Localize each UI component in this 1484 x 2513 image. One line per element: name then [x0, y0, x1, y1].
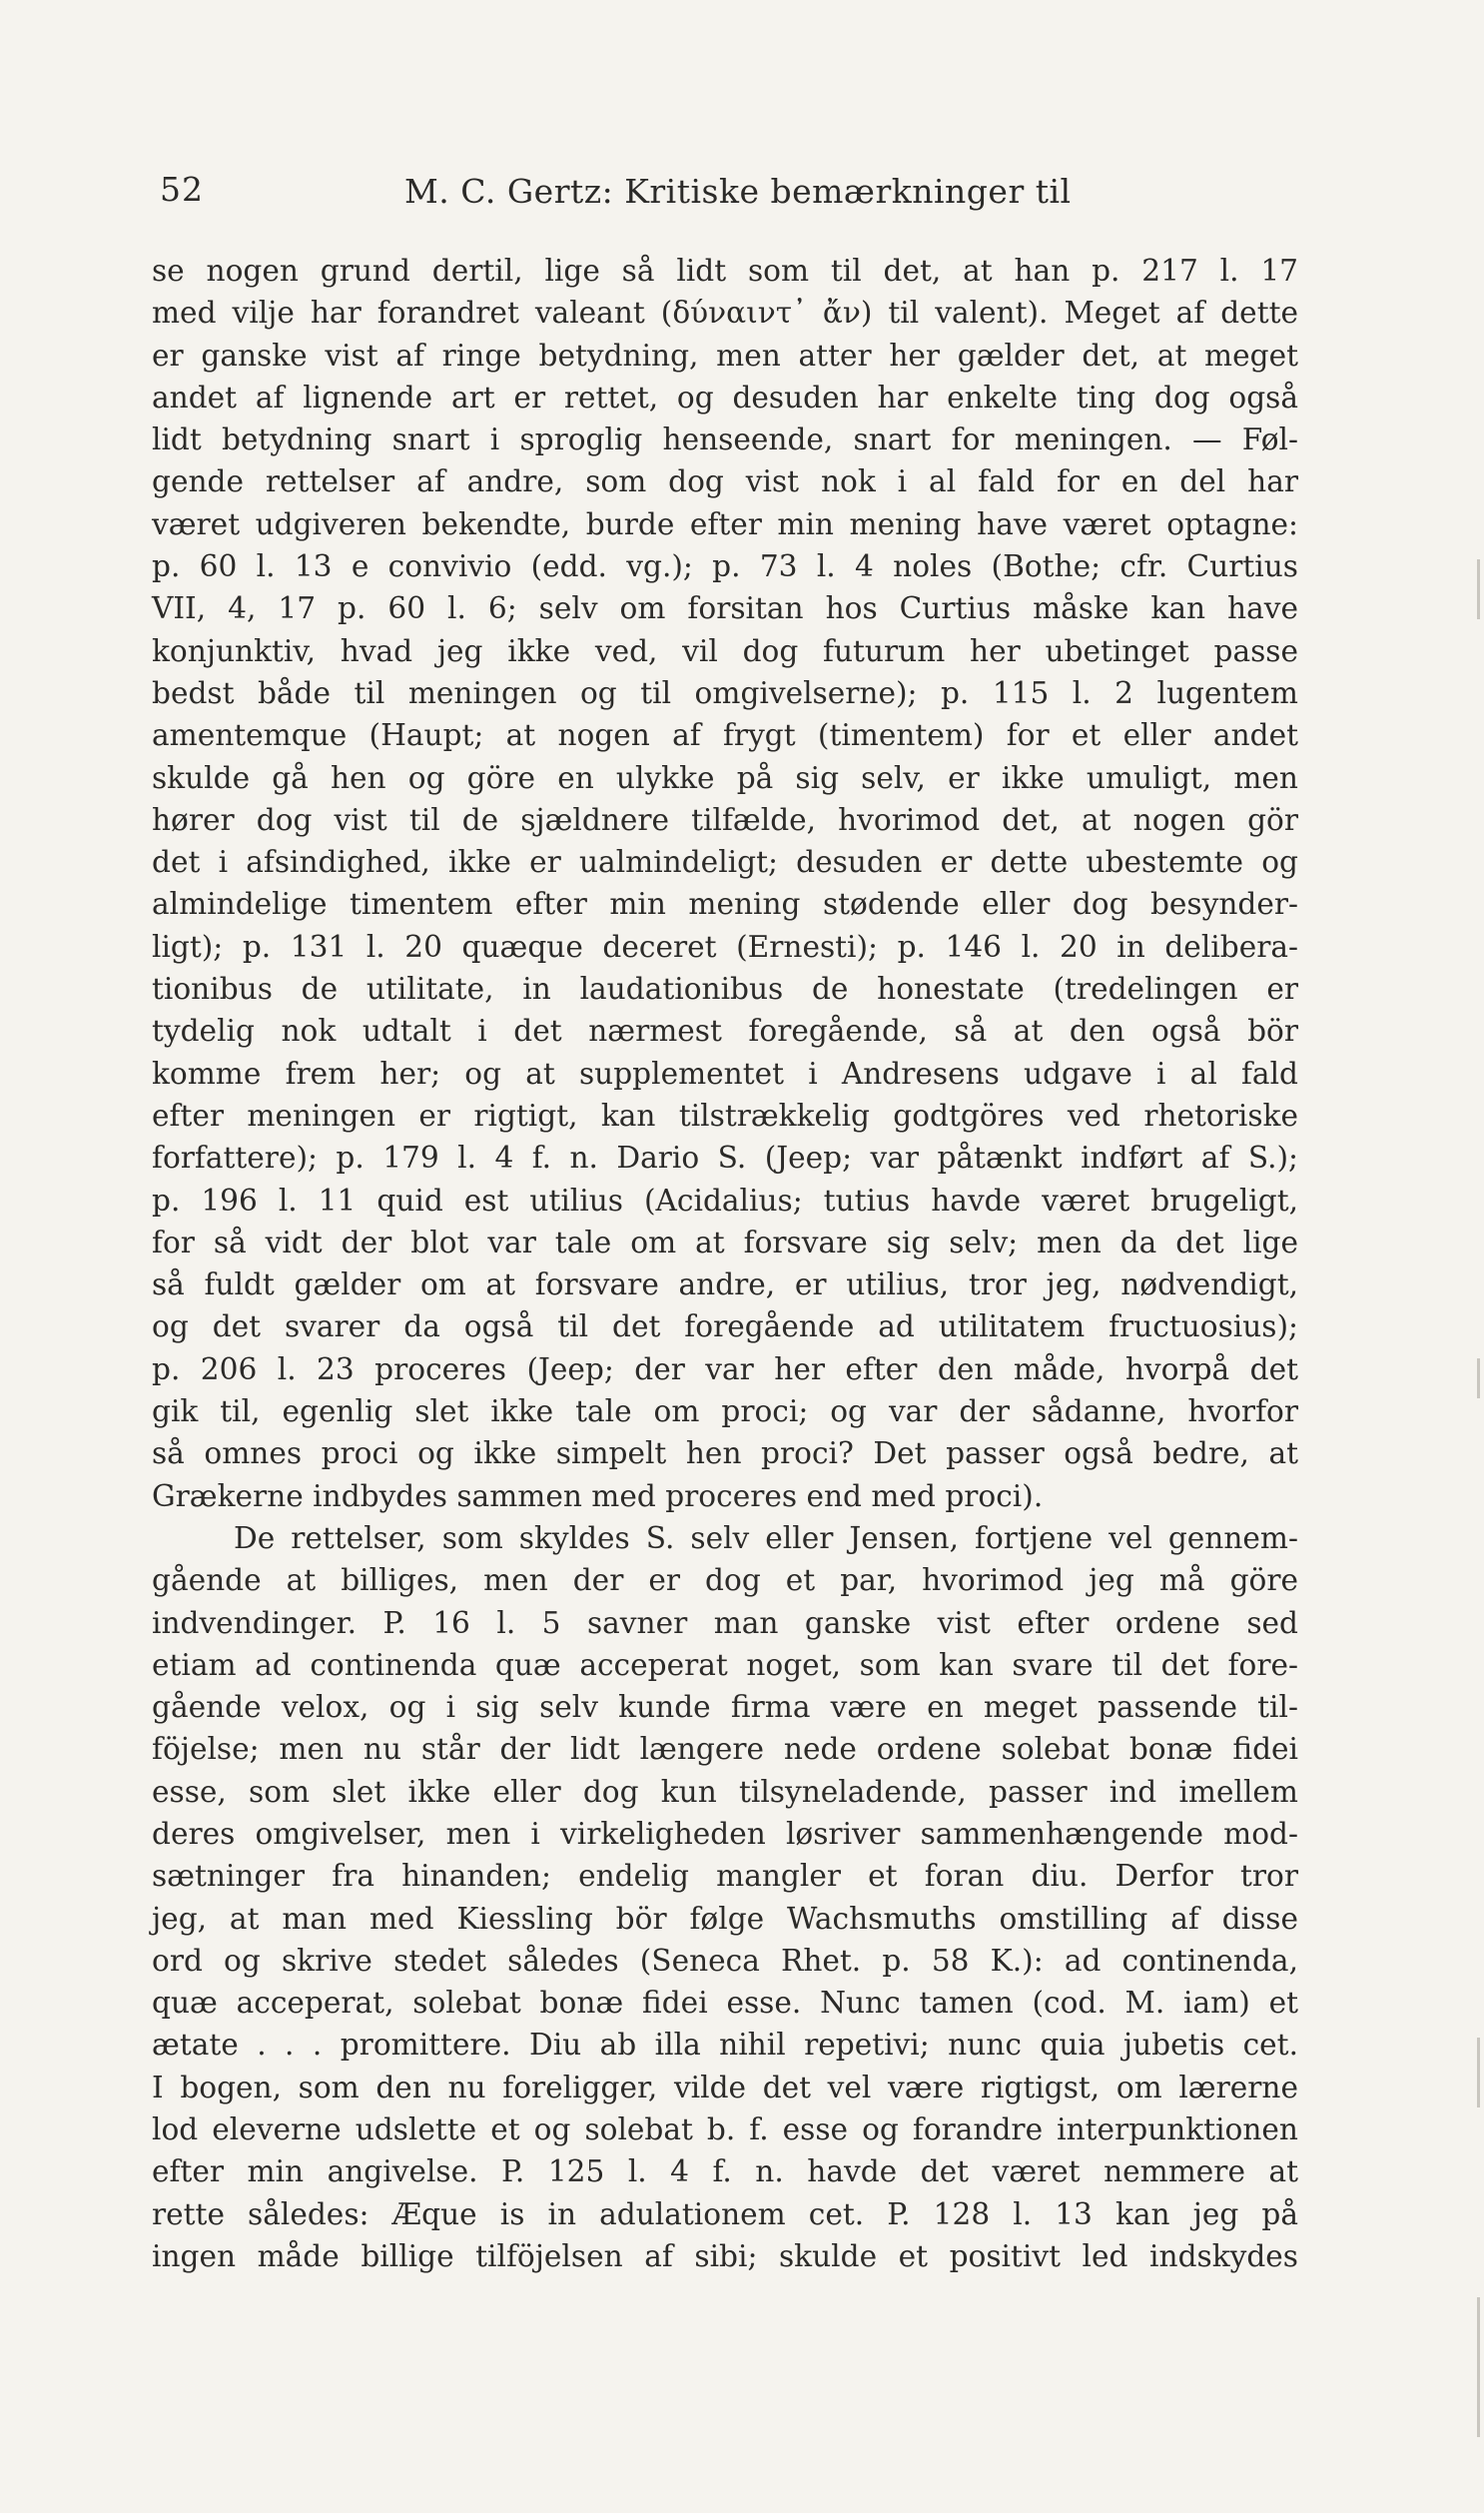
text-line: tydelig nok udtalt i det nærmest foregående, så at den også bör	[152, 1014, 1298, 1049]
page-number: 52	[160, 170, 204, 209]
text-line: p. 206 l. 23 proceres (Jeep; der var her efter den måde, hvorpå det	[152, 1351, 1298, 1386]
text-line: været udgiveren bekendte, burde efter min mening have været optagne:	[152, 506, 1298, 541]
text-line: sætninger fra hinanden; endelig mangler et foran diu. Derfor tror	[152, 1859, 1298, 1894]
text-line: Grækerne indbydes sammen med proceres end med proci).	[152, 1478, 1044, 1513]
page-edge-mark	[1477, 2297, 1480, 2437]
text-line: indvendinger. P. 16 l. 5 savner man ganske vist efter ordene sed	[152, 1605, 1298, 1640]
text-line: gående velox, og i sig selv kunde firma være en meget passende til-	[152, 1690, 1298, 1725]
text-line: quæ acceperat, solebat bonæ fidei esse. Nunc tamen (cod. M. iam) et	[152, 1986, 1298, 2021]
text-line: tionibus de utilitate, in laudationibus de honestate (tredelingen er	[152, 972, 1298, 1007]
body-text	[152, 250, 1298, 2277]
text-line: og det svarer da også til det foregående ad utilitatem fructuosius);	[152, 1309, 1298, 1344]
text-line: efter min angivelse. P. 125 l. 4 f. n. havde det været nemmere at	[152, 2154, 1298, 2189]
text-line: etiam ad continenda quæ acceperat noget, som kan svare til det fore-	[152, 1647, 1298, 1682]
text-line: jeg, at man med Kiessling bör følge Wachsmuths omstilling af disse	[152, 1901, 1298, 1936]
text-line: ingen måde billige tilföjelsen af sibi; skulde et positivt led indskydes	[152, 2238, 1298, 2273]
text-line: rette således: Æque is in adulationem cet. P. 128 l. 13 kan jeg på	[152, 2196, 1298, 2231]
text-line: konjunktiv, hvad jeg ikke ved, vil dog futurum her ubetinget passe	[152, 633, 1298, 668]
text-line: almindelige timentem efter min mening stødende eller dog besynder-	[152, 887, 1298, 922]
running-title: M. C. Gertz: Kritiske bemærkninger til	[404, 172, 1072, 211]
text-line: komme frem her; og at supplementet i Andresens udgave i al fald	[152, 1056, 1298, 1091]
text-line: skulde gå hen og göre en ulykke på sig selv, er ikke umuligt, men	[152, 760, 1298, 795]
page-edge-mark	[1477, 1358, 1480, 1398]
text-line: amentemque (Haupt; at nogen af frygt (timentem) for et eller andet	[152, 718, 1298, 753]
text-line: er ganske vist af ringe betydning, men atter her gælder det, at meget	[152, 338, 1298, 373]
text-line: I bogen, som den nu foreligger, vilde det vel være rigtigst, om lærerne	[152, 2070, 1298, 2104]
text-line: De rettelser, som skyldes S. selv eller Jensen, fortjene vel gennem-	[234, 1520, 1298, 1555]
text-line: se nogen grund dertil, lige så lidt som til det, at han p. 217 l. 17	[152, 254, 1298, 288]
page-edge-mark	[1477, 2038, 1480, 2107]
text-line: gik til, egenlig slet ikke tale om proci; og var der sådanne, hvorfor	[152, 1394, 1298, 1429]
text-line: p. 196 l. 11 quid est utilius (Acidalius; tutius havde været brugeligt,	[152, 1183, 1298, 1218]
text-line: gående at billiges, men der er dog et par, hvorimod jeg må göre	[152, 1563, 1298, 1598]
text-line: ætate . . . promittere. Diu ab illa nihil repetivi; nunc quia jubetis cet.	[152, 2028, 1298, 2063]
text-line: deres omgivelser, men i virkeligheden løsriver sammenhængende mod-	[152, 1816, 1298, 1851]
text-line: så fuldt gælder om at forsvare andre, er utilius, tror jeg, nødvendigt,	[152, 1267, 1298, 1302]
text-line: lod eleverne udslette et og solebat b. f. esse og forandre interpunktionen	[152, 2112, 1298, 2147]
text-line: ligt); p. 131 l. 20 quæque deceret (Ernesti); p. 146 l. 20 in delibera-	[152, 929, 1298, 964]
text-line: lidt betydning snart i sproglig henseende, snart for meningen. — Føl-	[152, 422, 1298, 457]
text-line: hører dog vist til de sjældnere tilfælde, hvorimod det, at nogen gör	[152, 802, 1298, 837]
text-line: ord og skrive stedet således (Seneca Rhet. p. 58 K.): ad continenda,	[152, 1943, 1298, 1978]
text-line: forfattere); p. 179 l. 4 f. n. Dario S. (Jeep; var påtænkt indført af S.);	[152, 1141, 1298, 1176]
text-line: VII, 4, 17 p. 60 l. 6; selv om forsitan hos Curtius måske kan have	[152, 591, 1298, 626]
text-line: gende rettelser af andre, som dog vist nok i al fald for en del har	[152, 464, 1298, 499]
text-line: efter meningen er rigtigt, kan tilstrækkelig godtgöres ved rhetoriske	[152, 1098, 1298, 1133]
text-line: esse, som slet ikke eller dog kun tilsyneladende, passer ind imellem	[152, 1774, 1298, 1809]
text-line: det i afsindighed, ikke er ualmindeligt; desuden er dette ubestemte og	[152, 845, 1298, 880]
page-edge-mark	[1477, 559, 1480, 619]
text-line: med vilje har forandret valeant (δύναιντ᾽ ἄν) til valent). Meget af dette	[152, 296, 1298, 331]
text-line: for så vidt der blot var tale om at forsvare sig selv; men da det lige	[152, 1225, 1298, 1259]
text-line: så omnes proci og ikke simpelt hen proci? Det passer også bedre, at	[152, 1436, 1298, 1471]
text-line: andet af lignende art er rettet, og desuden har enkelte ting dog også	[152, 380, 1298, 415]
text-line: föjelse; men nu står der lidt længere nede ordene solebat bonæ fidei	[152, 1732, 1298, 1767]
text-line: p. 60 l. 13 e convivio (edd. vg.); p. 73 l. 4 noles (Bothe; cfr. Curtius	[152, 549, 1298, 584]
running-head	[160, 170, 1358, 214]
text-line: bedst både til meningen og til omgivelserne); p. 115 l. 2 lugentem	[152, 675, 1298, 710]
